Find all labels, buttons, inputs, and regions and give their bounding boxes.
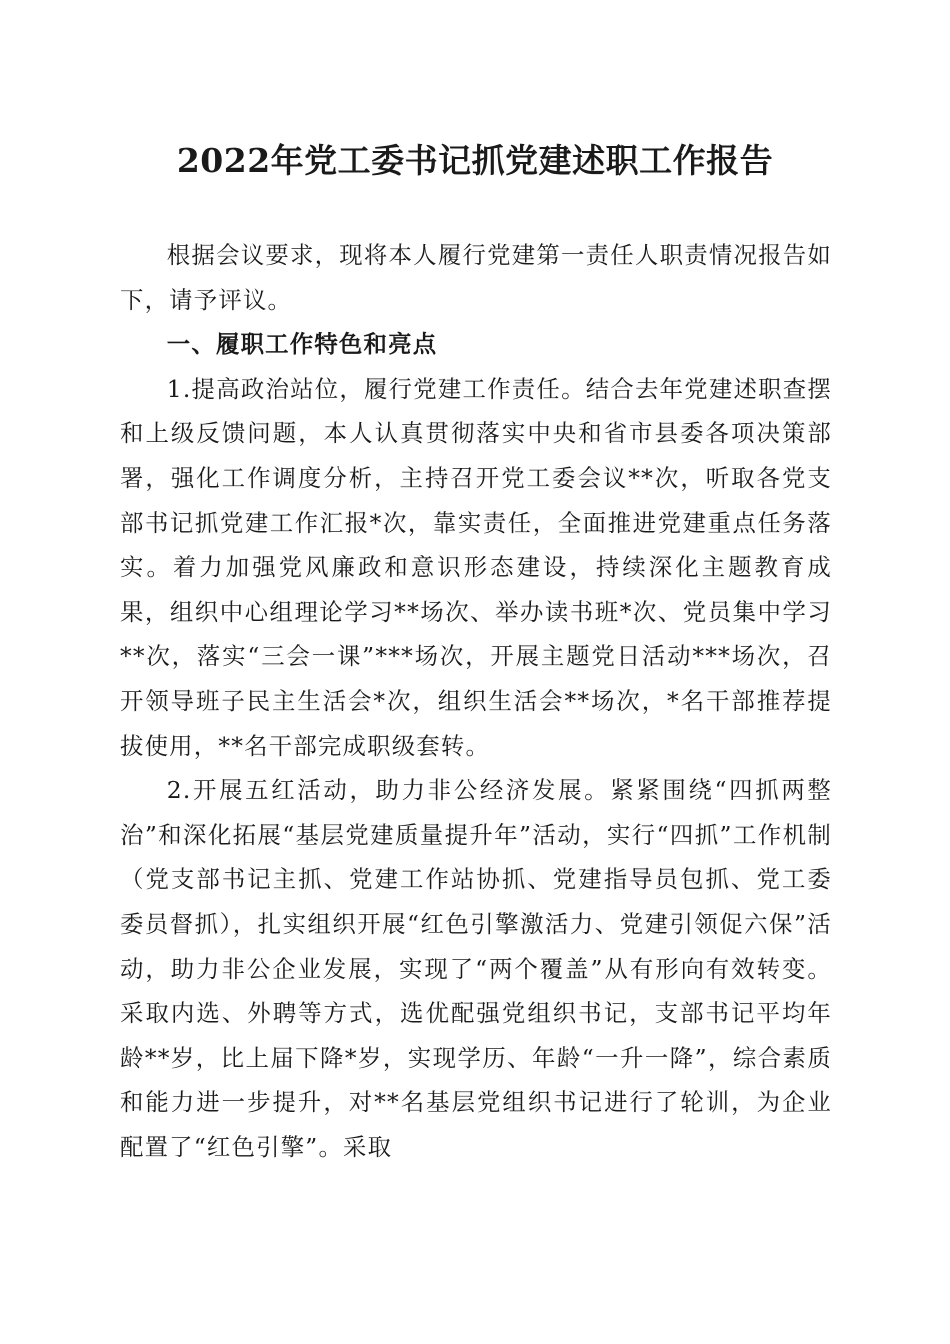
document-title: 2022年党工委书记抓党建述职工作报告	[176, 141, 774, 180]
section-heading: 一、履职工作特色和亮点	[166, 330, 438, 359]
intro-paragraph: 根据会议要求，现将本人履行党建第一责任人职责情况报告如下，请予评议。	[120, 241, 832, 314]
document-body	[120, 233, 832, 1169]
body-paragraph-1: 1.提高政治站位，履行党建工作责任。结合去年党建述职查摆和上级反馈问题，本人认真贯彻落实中央和省市县委各项决策部署，强化工作调度分析，主持召开党工委会议**次，听取各党支部书记抓党建工作汇报*次，靠实责任，全面推进党建重点任务落实。着力加强党风廉政和意识形态建设，持续深化主题教育成果，组织中心组理论学习**场次、举办读书班*次、党员集中学习**次，落实“三会一课”***场次，开展主题党日活动***场次，召开领导班子民主生活会*次，组织生活会**场次，*名干部推荐提拔使用，**名干部完成职级套转。	[120, 374, 832, 760]
body-paragraph-2: 2.开展五红活动，助力非公经济发展。紧紧围绕“四抓两整治”和深化拓展“基层党建质量提升年”活动，实行“四抓”工作机制（党支部书记主抓、党建工作站协抓、党建指导员包抓、党工委委员督抓），扎实组织开展“红色引擎激活力、党建引领促六保”活动，助力非公企业发展，实现了“两个覆盖”从有形向有效转变。采取内选、外聘等方式，选优配强党组织书记，支部书记平均年龄**岁，比上届下降*岁，实现学历、年龄“一升一降”，综合素质和能力进一步提升，对**名基层党组织书记进行了轮训，为企业配置了“红色引擎”。采取	[120, 776, 832, 1161]
